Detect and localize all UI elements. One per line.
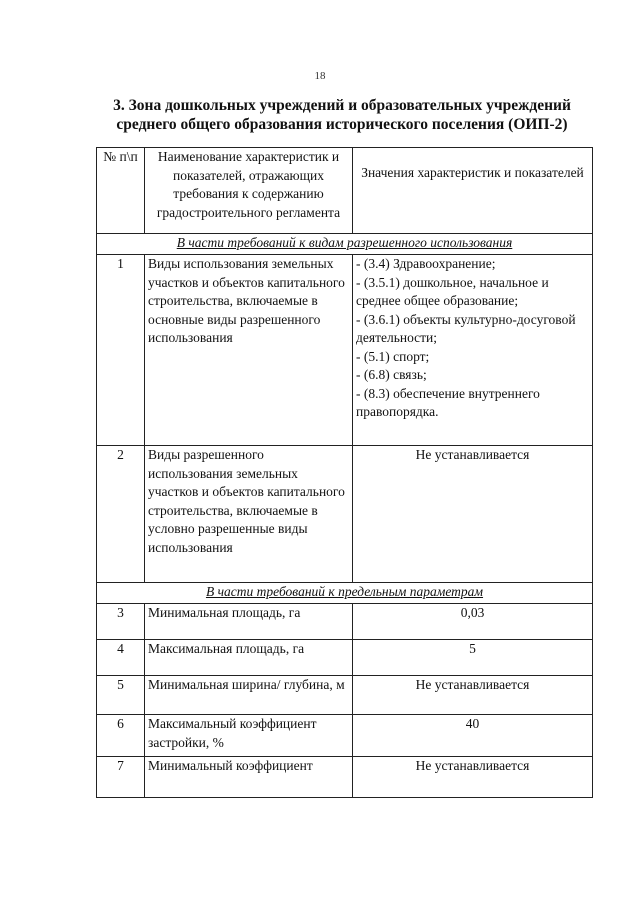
row-name: Минимальная площадь, га — [145, 604, 353, 640]
table-row — [97, 446, 593, 583]
row-value: Не устанавливается — [353, 446, 593, 583]
row-value: 5 — [353, 640, 593, 676]
section-row — [97, 234, 593, 255]
section-title-params: В части требований к предельным параметрам — [97, 583, 593, 604]
row-num: 2 — [97, 446, 145, 583]
row-name: Минимальная ширина/ глубина, м — [145, 676, 353, 715]
header-value: Значения характеристик и показателей — [361, 165, 584, 180]
row-value: Не устанавливается — [353, 757, 593, 798]
row-name: Виды использования земельных участков и объектов капитального строительства, включаемые в основные виды разрешенного использования — [145, 255, 353, 446]
row-num: 7 — [97, 757, 145, 798]
row-num: 3 — [97, 604, 145, 640]
table-row — [97, 757, 593, 798]
table-row — [97, 676, 593, 715]
row-name: Максимальный коэффициент застройки, % — [145, 715, 353, 757]
table-row — [97, 715, 593, 757]
section-heading: 3. Зона дошкольных учреждений и образовательных учреждений среднего общего образования исторического поселения (ОИП-2) — [113, 97, 571, 133]
row-name: Виды разрешенного использования земельных участков и объектов капитального строительства, включаемые в условно разрешенные виды использования — [145, 446, 353, 583]
header-num: № п\п — [97, 148, 145, 234]
row-value: 40 — [353, 715, 593, 757]
row-value: 0,03 — [353, 604, 593, 640]
row-value-list — [353, 255, 593, 446]
value-item: - (5.1) спорт; — [356, 348, 430, 364]
table-row — [97, 255, 593, 446]
row-num: 1 — [97, 255, 145, 446]
row-num: 5 — [97, 676, 145, 715]
section-row — [97, 583, 593, 604]
section-title-uses: В части требований к видам разрешенного использования — [97, 234, 593, 255]
row-num: 4 — [97, 640, 145, 676]
row-num: 6 — [97, 715, 145, 757]
value-item: - (3.5.1) дошкольное, начальное и среднее общее образование; — [356, 274, 549, 308]
value-item: - (8.3) обеспечение внутреннего правопорядка. — [356, 385, 540, 419]
row-value: Не устанавливается — [353, 676, 593, 715]
header-value-cell — [353, 148, 593, 234]
regulation-table — [96, 147, 593, 798]
page-number: 18 — [314, 70, 326, 82]
table-header-row — [97, 148, 593, 234]
table-row — [97, 604, 593, 640]
value-item: - (6.8) связь; — [356, 367, 427, 382]
header-name: Наименование характеристик и показателей, отражающих требования к содержанию градостроительного регламента — [145, 148, 353, 234]
row-name: Минимальный коэффициент — [145, 757, 353, 798]
table-row — [97, 640, 593, 676]
value-item: - (3.4) Здравоохранение; — [356, 256, 496, 271]
row-name: Максимальная площадь, га — [145, 640, 353, 676]
value-item: - (3.6.1) объекты культурно-досуговой деятельности; — [356, 311, 576, 345]
